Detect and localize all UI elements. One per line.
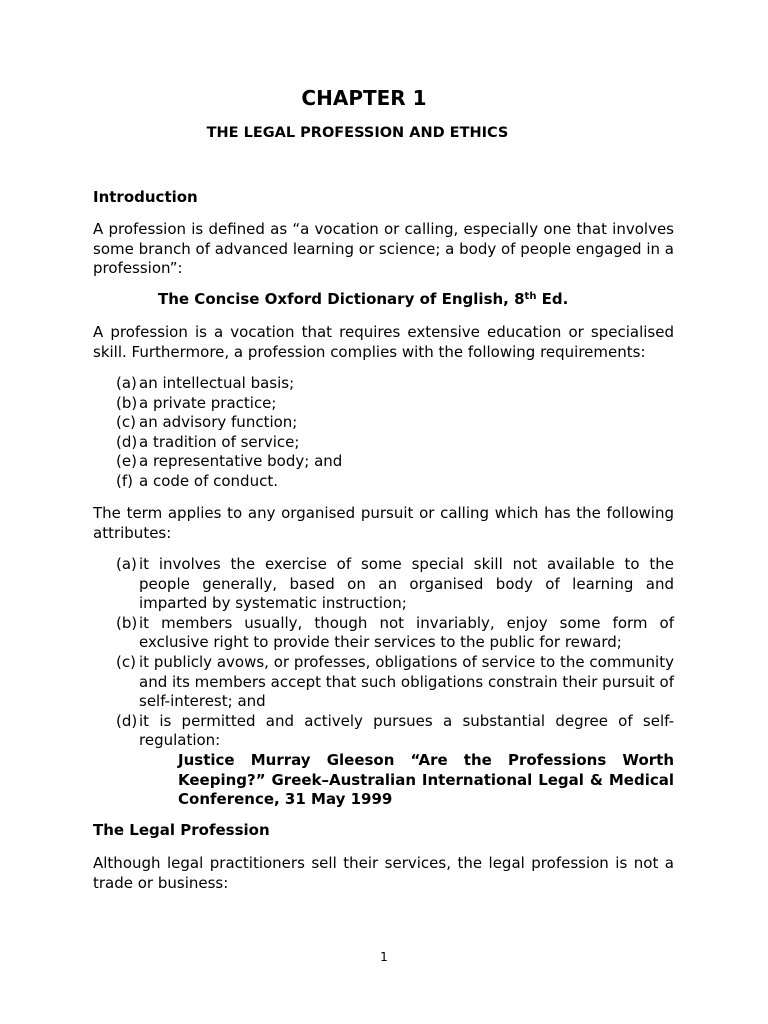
list-item-text: a code of conduct. [139,471,278,490]
legal-profession-heading: The Legal Profession [93,821,270,839]
list-item [116,712,674,751]
introduction-heading: Introduction [93,188,198,206]
list-item-text: a representative body; and [139,452,343,471]
list-item [116,472,674,492]
list-item-text: an advisory function; [139,413,298,432]
gleeson-citation: Justice Murray Gleeson “Are the Professions Worth Keeping?” Greek–Australian International Legal & Medical Conference, 31 May 1999 [178,751,674,809]
chapter-subtitle: THE LEGAL PROFESSION AND ETHICS [206,125,509,141]
list-item-text: it publicly avows, or professes, obligations of service to the community and its members accept that such obligations constrain their pursuit of self-interest; and [139,652,674,711]
oxford-citation [158,290,674,310]
list-item-text: it is permitted and actively pursues a substantial degree of self-regulation: [139,711,674,750]
legal-profession-paragraph: Although legal practitioners sell their services, the legal profession is not a trade or business: [93,854,674,892]
list-item-text: a private practice; [139,393,277,412]
list-marker: (e) [116,452,137,471]
list-item-text: it members usually, though not invariably, enjoy some form of exclusive right to provide their services to the public for reward; [139,613,674,652]
list-marker: (a) [116,374,137,392]
list-marker: (d) [116,711,138,730]
list-item-text: a tradition of service; [139,432,300,451]
list-item [116,555,674,614]
list-marker: (c) [116,413,136,432]
list-item [116,452,674,472]
list-marker: (d) [116,432,138,451]
introduction-paragraph-2: A profession is a vocation that requires extensive education or specialised skill. Furthermore, a profession complies with the following requirements: [93,323,674,361]
list-marker: (b) [116,613,138,632]
list-item [116,614,674,653]
oxford-citation-text: The Concise Oxford Dictionary of English, 8 [158,290,525,308]
chapter-title: CHAPTER 1 [301,86,427,110]
list-marker: (a) [116,555,137,573]
list-item [116,653,674,712]
requirements-list [116,374,674,492]
list-item [116,394,674,414]
attributes-list [116,555,674,751]
list-item-text: an intellectual basis; [139,374,295,392]
introduction-paragraph-3: The term applies to any organised pursuit or calling which has the following attributes: [93,504,674,542]
oxford-citation-end: Ed. [536,290,569,308]
list-item [116,433,674,453]
list-item [116,374,674,394]
list-item [116,413,674,433]
page-number: 1 [380,950,388,964]
oxford-citation-superscript: th [524,291,537,302]
list-marker: (f) [116,471,133,490]
list-marker: (b) [116,393,138,412]
list-item-text: it involves the exercise of some special skill not available to the people generally, based on an organised body of learning and imparted by systematic instruction; [139,555,674,613]
list-marker: (c) [116,652,136,671]
introduction-paragraph-1: A profession is defined as “a vocation or calling, especially one that involves some branch of advanced learning or science; a body of people engaged in a profession”: [93,220,674,278]
